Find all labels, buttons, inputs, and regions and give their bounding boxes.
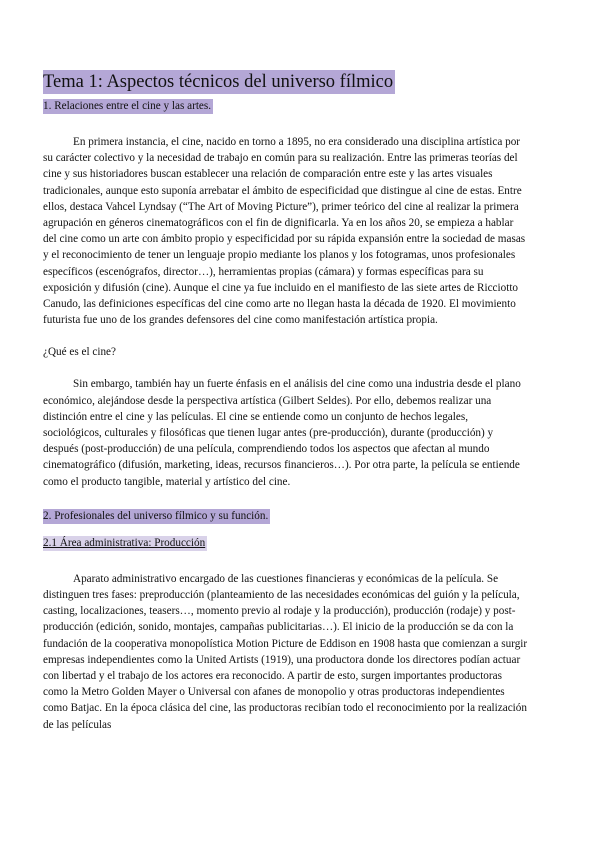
section-2-1-heading: 2.1 Área administrativa: Producción [43,536,206,549]
document-page [43,70,528,733]
section-2-heading: 2. Profesionales del universo fílmico y su función. [43,509,269,522]
section-2-1-paragraph: Aparato administrativo encargado de las cuestiones financieras y económicas de la película. Se distinguen tres fases: preproducción (planteamiento de las necesidades económicas del guión y la película, casting, localizaciones, teasers…, momento previo al rodaje y la producción), producción (rodaje) y post-producción (edición, sonido, montajes, campañas publicitarias…). El inicio de la producción se da con la fundación de la cooperativa monopolística Motion Picture de Eddison en 1908 hasta que comienzan a surgir empresas independientes como la United Artists (1919), una productora donde los directores podían actuar con libertad y el trabajo de los actores era reconocido. A partir de esto, surgen importantes productoras como la Metro Golden Mayer o Universal con afanes de monopolio y otras productoras independientes como Batjac. En la época clásica del cine, las productoras recibían todo el reconocimiento por la realización de las películas [43,572,528,731]
question-heading: ¿Qué es el cine? [43,346,116,359]
question-paragraph: Sin embargo, también hay un fuerte énfasis en el análisis del cine como una industria desde el plano económico, alejándose desde la perspectiva artística (Gilbert Seldes). Por ello, debemos realizar una distinción entre el cine y las películas. El cine se entiende como un conjunto de hechos legales, sociológicos, culturales y filosóficas que tienen lugar antes (pre-producción), durante (producción) y después (post-producción) de una película, comprendiendo todos los aspectos que afectan al mundo cinematográfico (difusión, marketing, ideas, recursos financieros…). Por otra parte, la película se entiende como el producto tangible, material y artístico del cine. [43,378,521,488]
section-1-heading: 1. Relaciones entre el cine y las artes. [43,100,212,112]
section-1-paragraph: En primera instancia, el cine, nacido en torno a 1895, no era considerado una disciplina artística por su carácter colectivo y la necesidad de trabajo en común para su realización. Entre las primeras teorías del cine y sus historiadores buscan establecer una relación de comparación entre este y las artes visuales tradicionales, aunque esto suponía arrebatar el ámbito de especificidad que distingue al cine de estas. Entre ellos, destaca Vahcel Lyndsay (“The Art of Moving Picture”), primer teórico del cine al realizar la primera agrupación en géneros cinematográficos con el fin de dignificarla. Ya en los años 20, se empieza a hablar del cine como un arte con ámbito propio y especificidad por su rápida expansión entre la sociedad de masas y el reconocimiento de tener un lenguaje propio mediante los planos y los fotogramas, unos profesionales específicos (escenógrafos, director…), herramientas propias (cámara) y formas específicas para su exposición y difusión (cine). Aunque el cine ya fue incluido en el manifiesto de las siete artes de Ricciotto Canudo, las definiciones específicas del cine como arte no llegan hasta la década de 1920. El movimiento futurista fue uno de los grandes defensores del cine como manifestación artística propia. [43,136,526,327]
document-title: Tema 1: Aspectos técnicos del universo fílmico [43,72,394,92]
